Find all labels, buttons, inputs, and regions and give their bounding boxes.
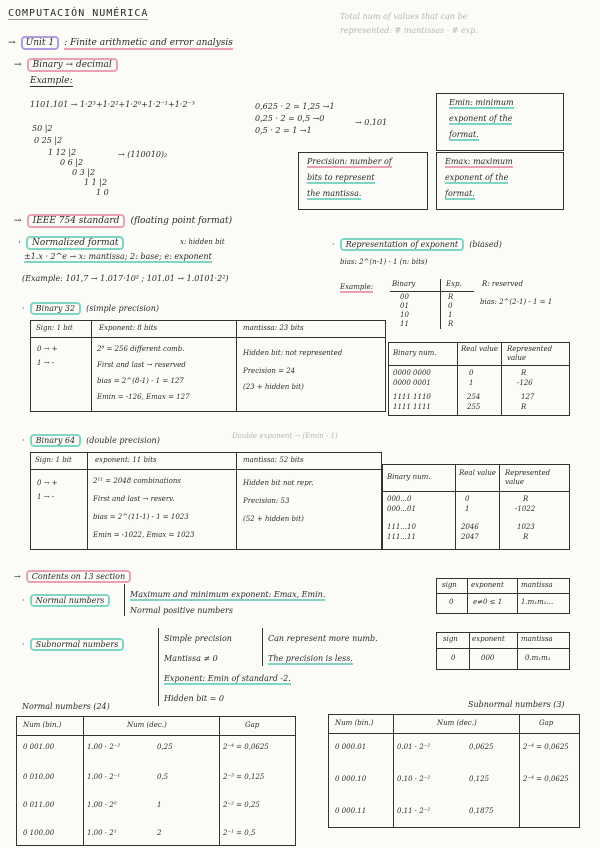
- double-exponent-note: Double exponent → (Emin - 1): [232, 432, 338, 440]
- exp-row: 2047: [461, 533, 479, 541]
- mantissa-value: 0.m₁m₂: [525, 654, 551, 662]
- subnormal-desc-line: Exponent: Emin of standard -2.: [164, 674, 291, 683]
- exp-row: 0: [465, 495, 470, 503]
- binary32-table: [30, 320, 386, 412]
- exp-row: 000...01: [387, 505, 416, 513]
- bias-row: R: [448, 320, 454, 328]
- col-num-dec: Num (dec.): [127, 721, 167, 729]
- table-row-bin: 0 100.00: [23, 829, 55, 837]
- bias-row: 0: [448, 302, 453, 310]
- binary-expansion: 1101.101 → 1·2³+1·2²+1·2⁰+1·2⁻¹+1·2⁻³: [30, 100, 195, 109]
- table-row-dec: 1.00 · 2⁻²: [87, 743, 121, 751]
- precision-note: bits to represent: [307, 173, 375, 182]
- exp-detail: First and last → reserv.: [93, 495, 175, 503]
- subnormal-desc: [268, 654, 353, 663]
- arrow-icon: →: [14, 216, 22, 226]
- table-row-val: 0,1875: [469, 807, 494, 815]
- bias-row: 00: [400, 293, 409, 301]
- ieee-heading: [14, 208, 232, 227]
- exponent-value: 000: [481, 654, 495, 662]
- table-row-dec: 1.00 · 2⁻¹: [87, 773, 121, 781]
- exp-detail: 2¹¹ = 2048 combinations: [93, 477, 181, 485]
- exp-row: 0000 0000: [393, 369, 431, 377]
- exp-detail: bias = 2^(8-1) - 1 = 127: [97, 377, 184, 385]
- table-row-dec: 0.11 · 2⁻²: [397, 807, 431, 815]
- sign-positive: 0 → +: [37, 345, 58, 353]
- table-row-bin: 0 001.00: [23, 743, 55, 751]
- unit-title: : Finite arithmetic and error analysis: [64, 38, 233, 48]
- fraction-result: → 0.101: [355, 118, 388, 127]
- exp-row: 111...10: [387, 523, 416, 531]
- subnormal-numbers-table: [328, 714, 580, 828]
- top-note-2: represented: # mantissas · # exp.: [340, 26, 478, 35]
- exp-row: -126: [517, 379, 533, 387]
- exp-row: 0000 0001: [393, 379, 431, 387]
- binary64-heading: [22, 428, 160, 447]
- subnormal-desc: Mantissa ≠ 0: [164, 654, 218, 663]
- col-exponent: exponent: [472, 635, 505, 643]
- normal-numbers-text: Normal numbers: [30, 594, 111, 607]
- exp-detail: First and last → reserved: [97, 361, 186, 369]
- col-exponent: exponent: 11 bits: [95, 456, 157, 464]
- table-row-val: 0,0625: [469, 743, 494, 751]
- mant-detail: Precision = 24: [243, 367, 296, 375]
- precision-note: the mantissa.: [307, 189, 362, 198]
- table-row-val: 2: [157, 829, 162, 837]
- sign-value: 0: [449, 598, 454, 606]
- normal-table-caption: Normal numbers (24): [22, 702, 110, 711]
- mant-detail: Precision: 53: [243, 497, 290, 505]
- table-row-val: 0,25: [157, 743, 173, 751]
- exp-detail: 2⁸ = 256 different comb.: [97, 345, 185, 353]
- bias-row: 01: [400, 302, 409, 310]
- division-step: 0 3 |2: [72, 168, 96, 177]
- normalized-heading: [18, 230, 124, 249]
- col-mantissa: mantissa: [521, 581, 553, 589]
- exp-row: 254: [467, 393, 481, 401]
- top-note-1: Total num of values that can be: [340, 12, 468, 21]
- col-represented: Represented value: [505, 469, 551, 486]
- col-gap: Gap: [245, 721, 260, 729]
- col-mantissa: mantissa: 23 bits: [243, 324, 304, 332]
- table-row-bin: 0 000.10: [335, 775, 367, 783]
- subnormal-desc: [164, 674, 291, 683]
- fraction-step: 0,25 · 2 = 0,5 →0: [255, 114, 325, 123]
- col-binary: Binary num.: [387, 473, 431, 481]
- exp-row: 0: [469, 369, 474, 377]
- arrow-icon: →: [8, 38, 16, 48]
- bullet-icon: ·: [332, 240, 335, 249]
- division-step: 1 1 |2: [84, 178, 108, 187]
- table-row-dec: 0.01 · 2⁻²: [397, 743, 431, 751]
- subnormal-numbers-label: [22, 632, 124, 651]
- normal-format-table: [436, 578, 570, 614]
- unit-heading: [8, 30, 233, 49]
- exp-row: R: [521, 369, 527, 377]
- exp-row: 1: [465, 505, 470, 513]
- exp-row: 1: [469, 379, 474, 387]
- mant-detail: (52 + hidden bit): [243, 515, 304, 523]
- table-row-dec: 1.00 · 2⁰: [87, 801, 117, 809]
- sign-positive: 0 → +: [37, 479, 58, 487]
- bias-col-exp: Exp.: [446, 280, 462, 288]
- col-mantissa: mantissa: 52 bits: [243, 456, 304, 464]
- subnormal-desc: Simple precision: [164, 634, 232, 643]
- col-num-bin: Num (bin.): [23, 721, 62, 729]
- division-step: 50 |2: [32, 124, 53, 133]
- col-mantissa: mantissa: [521, 635, 553, 643]
- unit-label: Unit 1: [21, 36, 59, 50]
- bullet-icon: ·: [22, 304, 25, 313]
- mantissa-value: 1.m₁m₂...: [521, 598, 554, 606]
- contents-heading-label: Contents on 13 section: [26, 570, 131, 583]
- exp-row: 127: [521, 393, 535, 401]
- binary64-exponent-table: [382, 464, 570, 550]
- table-row-gap: 2⁻³ = 0,125: [223, 773, 265, 781]
- table-row-gap: 2⁻² = 0,25: [223, 801, 260, 809]
- col-num-dec: Num (dec.): [437, 719, 477, 727]
- mant-detail: (23 + hidden bit): [243, 383, 304, 391]
- emin-note: exponent of the: [449, 114, 513, 123]
- exp-row: -1022: [515, 505, 536, 513]
- col-real: Real value: [461, 345, 499, 353]
- col-num-bin: Num (bin.): [335, 719, 374, 727]
- mant-detail: Hidden bit: not represented: [243, 349, 343, 357]
- bias-row: 1: [448, 311, 453, 319]
- example-label: Example:: [30, 76, 73, 86]
- col-gap: Gap: [539, 719, 554, 727]
- bias-heading-suffix: (biased): [469, 240, 502, 249]
- bullet-icon: ·: [22, 596, 25, 605]
- mant-detail: Hidden bit not repr.: [243, 479, 314, 487]
- table-row-gap: 2⁻⁴ = 0,0625: [523, 775, 569, 783]
- exp-detail: Emin = -126, Emax = 127: [97, 393, 190, 401]
- table-row-gap: 2⁻⁴ = 0,0625: [223, 743, 269, 751]
- normal-desc: Normal positive numbers: [130, 606, 233, 615]
- bullet-icon: ·: [18, 238, 21, 248]
- subnormal-numbers-text: Subnormal numbers: [30, 638, 125, 651]
- emax-note: format.: [445, 189, 475, 198]
- binary-heading: [14, 52, 118, 71]
- exponent-value: e≠0 ≤ 1: [473, 598, 503, 606]
- bias-row: R: [448, 293, 454, 301]
- exp-row: 111...11: [387, 533, 416, 541]
- table-row-gap: 2⁻¹ = 0,5: [223, 829, 256, 837]
- exp-row: R: [523, 495, 529, 503]
- exp-row: 1023: [517, 523, 535, 531]
- col-exponent: exponent: [471, 581, 504, 589]
- exp-row: 2046: [461, 523, 479, 531]
- table-row-bin: 0 011.00: [23, 801, 55, 809]
- emax-note-box: [436, 152, 564, 210]
- division-result: → (110010)₂: [118, 150, 168, 159]
- bias-heading-label: Representation of exponent: [340, 238, 464, 251]
- subnormal-table-caption: Subnormal numbers (3): [468, 700, 565, 709]
- exp-row: 255: [467, 403, 481, 411]
- bullet-icon: ·: [22, 640, 25, 649]
- col-sign: sign: [442, 581, 457, 589]
- ieee-heading-label: IEEE 754 standard: [27, 214, 126, 228]
- bullet-icon: ·: [22, 436, 25, 445]
- subnormal-format-table: [436, 632, 570, 670]
- exp-row: 1111 1111: [393, 403, 431, 411]
- hidden-bit-note: x: hidden bit: [180, 238, 225, 246]
- subnormal-desc: Hidden bit = 0: [164, 694, 224, 703]
- table-row-dec: 1.00 · 2¹: [87, 829, 117, 837]
- bias-row: 10: [400, 311, 409, 319]
- bias-col-binary: Binary: [392, 280, 416, 288]
- fraction-step: 0,5 · 2 = 1 →1: [255, 126, 312, 135]
- col-binary: Binary num.: [393, 349, 437, 357]
- col-real: Real value: [459, 469, 497, 477]
- division-step: 1 12 |2: [48, 148, 77, 157]
- bias-calc: bias: 2^(2-1) - 1 = 1: [480, 298, 553, 306]
- table-row-bin: 0 000.11: [335, 807, 367, 815]
- binary-heading-label: Binary → decimal: [27, 58, 118, 72]
- binary64-suffix: (double precision): [86, 436, 160, 445]
- col-represented: Represented value: [507, 345, 553, 362]
- subnormal-desc: Can represent more numb.: [268, 634, 378, 643]
- binary64-table: [30, 452, 382, 550]
- precision-note-box: [298, 152, 428, 210]
- fraction-step: 0,625 · 2 = 1,25 →1: [255, 102, 335, 111]
- exp-detail: Emin = -1022, Emax = 1023: [93, 531, 195, 539]
- normal-desc: [130, 590, 325, 599]
- exp-row: R: [521, 403, 527, 411]
- col-sign: Sign: 1 bit: [35, 456, 72, 464]
- normal-numbers-label: [22, 588, 110, 607]
- division-step: 1 0: [96, 188, 109, 197]
- bias-heading: [332, 232, 502, 251]
- sign-value: 0: [451, 654, 456, 662]
- normal-numbers-table: [16, 716, 296, 846]
- normalized-formula: ±1.x · 2^e → x: mantissa; 2: base; e: exponent: [24, 252, 212, 261]
- exp-row: R: [523, 533, 529, 541]
- arrow-icon: →: [14, 572, 21, 581]
- exp-row: 000...0: [387, 495, 412, 503]
- table-row-gap: 2⁻⁴ = 0,0625: [523, 743, 569, 751]
- bias-formula: bias: 2^(n-1) - 1 (n: bits): [340, 258, 428, 266]
- table-row-dec: 0.10 · 2⁻²: [397, 775, 431, 783]
- emin-note: Emin: minimum: [449, 98, 514, 107]
- binary32-label: Binary 32: [30, 302, 81, 315]
- sign-negative: 1 → -: [37, 359, 55, 367]
- normal-desc-line: Maximum and minimum exponent: Emax, Emin.: [130, 590, 326, 599]
- arrow-icon: →: [14, 60, 22, 70]
- emin-note-box: [436, 93, 564, 151]
- precision-note: Precision: number of: [307, 157, 392, 166]
- emax-note: Emax: maximum: [445, 157, 513, 166]
- emin-note: format.: [449, 130, 479, 139]
- exp-row: 1111 1110: [393, 393, 431, 401]
- division-step: 0 6 |2: [60, 158, 84, 167]
- table-row-bin: 0 000.01: [335, 743, 367, 751]
- bias-example-label: Example:: [340, 283, 374, 291]
- binary32-heading: [22, 296, 159, 315]
- bias-row: 11: [400, 320, 409, 328]
- col-sign: sign: [443, 635, 458, 643]
- binary32-exponent-table: [388, 342, 570, 416]
- division-step: 0 25 |2: [34, 136, 63, 145]
- binary64-label: Binary 64: [30, 434, 81, 447]
- table-row-val: 1: [157, 801, 162, 809]
- subnormal-desc-line: The precision is less.: [268, 654, 353, 663]
- contents-heading: [14, 564, 131, 583]
- table-row-val: 0,125: [469, 775, 490, 783]
- binary32-suffix: (simple precision): [86, 304, 159, 313]
- emax-note: exponent of the: [445, 173, 509, 182]
- col-exponent: Exponent: 8 bits: [99, 324, 158, 332]
- bias-col-reserved: R: reserved: [482, 280, 524, 288]
- normalized-label: Normalized format: [26, 236, 125, 250]
- table-row-val: 0,5: [157, 773, 169, 781]
- table-row-bin: 0 010.00: [23, 773, 55, 781]
- ieee-heading-suffix: (floating point format): [130, 216, 233, 226]
- sign-negative: 1 → -: [37, 493, 55, 501]
- page-title: COMPUTACIÓN NUMÉRICA: [8, 8, 149, 19]
- exp-detail: bias = 2^(11-1) - 1 = 1023: [93, 513, 189, 521]
- col-sign: Sign: 1 bit: [36, 324, 73, 332]
- normalized-example: (Example: 101,7 → 1.017·10² ; 101.01 → 1.0101·2²): [22, 274, 229, 283]
